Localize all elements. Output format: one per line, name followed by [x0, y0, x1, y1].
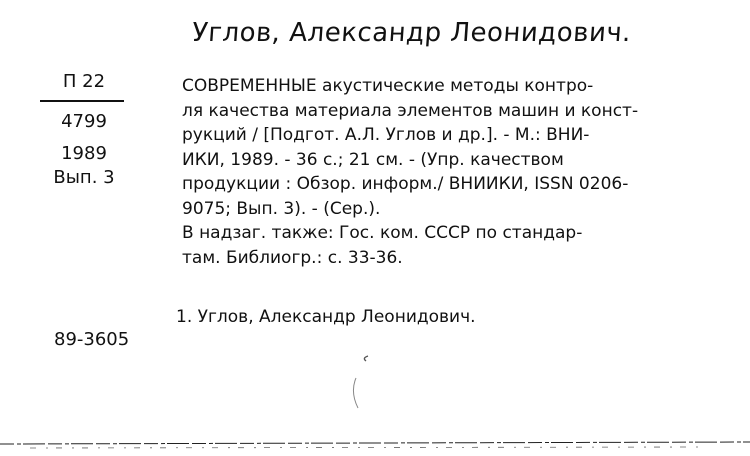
- bibliographic-description: [160, 74, 720, 270]
- publication-year: 1989: [61, 143, 107, 164]
- author-number: 4799: [61, 111, 107, 132]
- description-line: СОВРЕМЕННЫЕ акустические методы контро-: [182, 76, 594, 96]
- classification-code: П 22: [62, 71, 106, 92]
- description-line: рукций / [Подгот. А.Л. Углов и др.]. - М.: ВНИ-: [182, 125, 590, 145]
- note-paragraph: [160, 221, 720, 270]
- shelf-mark-column: [40, 70, 128, 190]
- card-bottom-edge: [0, 436, 750, 456]
- divider-line: [40, 100, 124, 102]
- note-line: В надзаг. также: Гос. ком. СССР по стандар-: [182, 223, 583, 243]
- description-line: ля качества материала элементов машин и конст-: [182, 100, 639, 121]
- note-line: там. Библиогр.: с. 33-36.: [182, 247, 403, 268]
- tracing-entry: 1. Углов, Александр Леонидович.: [176, 307, 476, 327]
- punch-hole-mark: [340, 352, 380, 412]
- description-line: ИКИ, 1989. - 36 с.; 21 см. - (Упр. качеством: [182, 149, 564, 170]
- issue-number: Вып. 3: [53, 167, 115, 188]
- description-line: продукции : Обзор. информ./ ВНИИКИ, ISSN 0206-: [182, 174, 629, 194]
- description-line: 9075; Вып. 3). - (Сер.).: [182, 198, 381, 219]
- spacer: [40, 134, 128, 142]
- description-paragraph: [160, 74, 720, 221]
- accession-number: 89-3605: [54, 329, 130, 350]
- author-heading: Углов, Александр Леонидович.: [190, 18, 633, 48]
